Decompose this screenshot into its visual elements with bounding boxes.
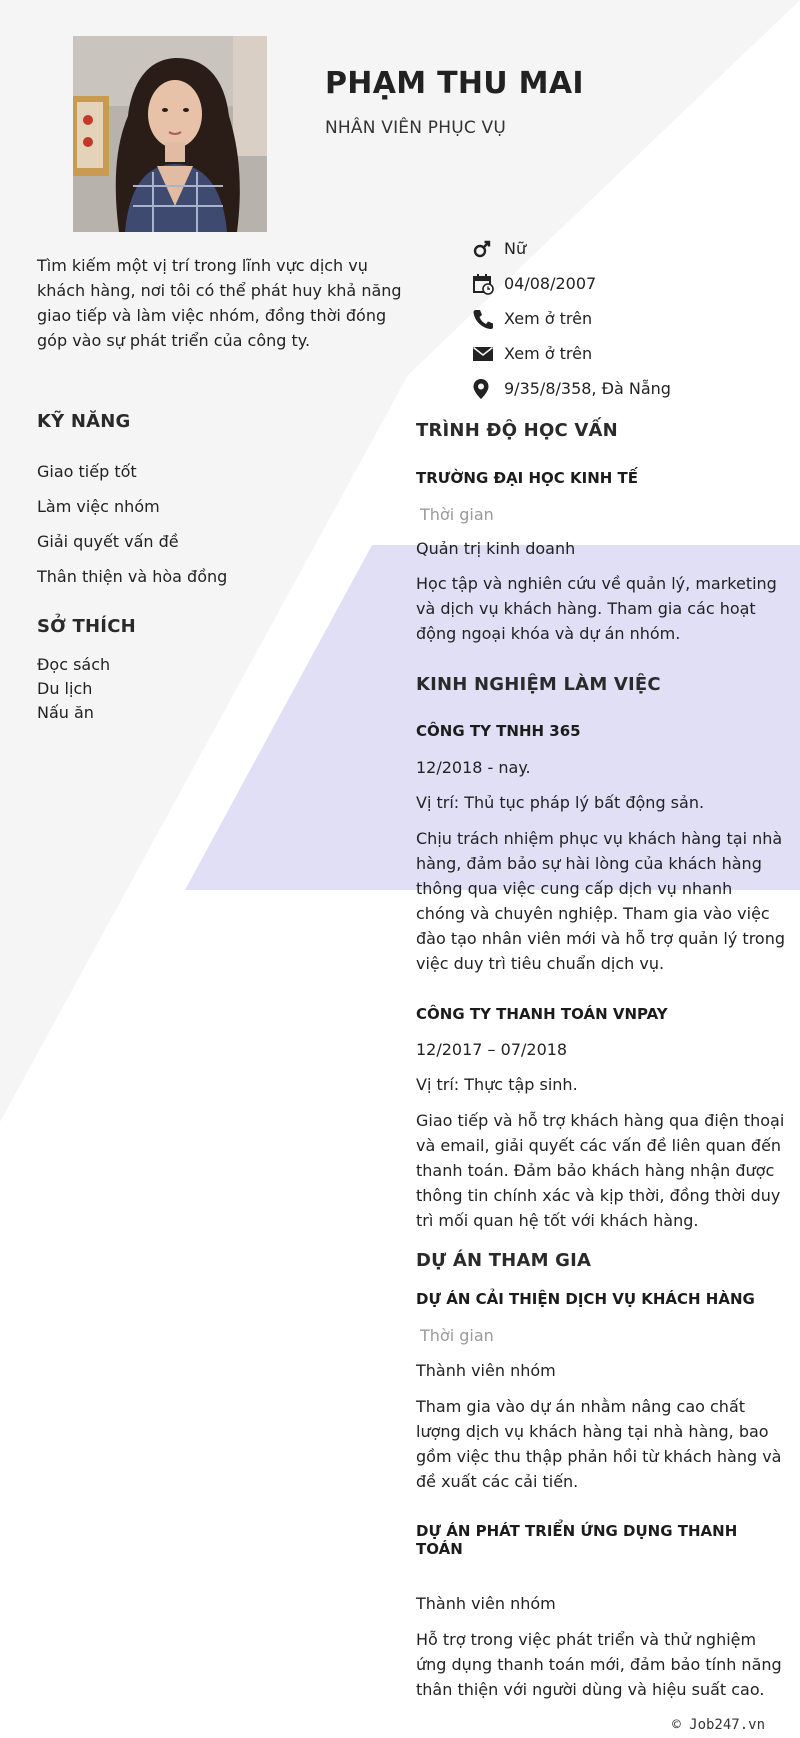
- calendar-icon: [472, 273, 496, 295]
- info-phone: [472, 301, 792, 336]
- job-company: CÔNG TY TNHH 365: [416, 722, 581, 740]
- email-value: Xem ở trên: [504, 344, 593, 363]
- career-objective: Tìm kiếm một vị trí trong lĩnh vực dịch vụ khách hàng, nơi tôi có thể phát huy khả năng giao tiếp và làm việc nhóm, đồng thời đóng góp vào sự phát triển của công ty.: [37, 256, 402, 350]
- skill-item: Giao tiếp tốt: [37, 462, 137, 481]
- school-name: TRƯỜNG ĐẠI HỌC KINH TẾ: [416, 469, 639, 487]
- job-role: Vị trí: Thủ tục pháp lý bất động sản.: [416, 793, 705, 812]
- info-address: [472, 371, 792, 406]
- hobby-item: Nấu ăn: [37, 703, 94, 722]
- info-email: [472, 336, 792, 371]
- location-pin-icon: [472, 378, 496, 400]
- hobbies-heading: SỞ THÍCH: [37, 616, 136, 637]
- project-name: DỰ ÁN CẢI THIỆN DỊCH VỤ KHÁCH HÀNG: [416, 1290, 755, 1308]
- skills-heading: KỸ NĂNG: [37, 411, 131, 432]
- education-time: Thời gian: [420, 505, 494, 524]
- job-period: 12/2018 - nay.: [416, 758, 531, 777]
- profile-photo: [73, 36, 267, 232]
- info-gender: [472, 231, 792, 266]
- mail-icon: [472, 343, 496, 365]
- experience-heading: KINH NGHIỆM LÀM VIỆC: [416, 674, 661, 695]
- skill-item: Thân thiện và hòa đồng: [37, 567, 228, 586]
- footer-copyright: © Job247.vn: [672, 1717, 765, 1733]
- candidate-name: PHẠM THU MAI: [325, 66, 584, 101]
- hobby-item: Du lịch: [37, 679, 93, 698]
- project-time: Thời gian: [420, 1326, 494, 1345]
- skills-section: [37, 410, 357, 594]
- phone-icon: [472, 308, 496, 330]
- job-description: Giao tiếp và hỗ trợ khách hàng qua điện thoại và email, giải quyết các vấn đề liên quan đến thanh toán. Đảm bảo khách hàng nhận được thông tin chính xác và kịp thời, đồng thời duy trì mối quan hệ tốt với khách hàng.: [416, 1111, 785, 1230]
- education-description: Học tập và nghiên cứu về quản lý, marketing và dịch vụ khách hàng. Tham gia các hoạt động ngoại khóa và dự án nhóm.: [416, 574, 777, 643]
- skill-item: Làm việc nhóm: [37, 497, 160, 516]
- project-role: Thành viên nhóm: [416, 1361, 556, 1380]
- job-period: 12/2017 – 07/2018: [416, 1040, 568, 1059]
- info-birthdate: [472, 266, 792, 301]
- job-role: Vị trí: Thực tập sinh.: [416, 1075, 578, 1094]
- job-description: Chịu trách nhiệm phục vụ khách hàng tại nhà hàng, đảm bảo sự hài lòng của khách hàng thông qua việc cung cấp dịch vụ nhanh chóng và chuyên nghiệp. Tham gia vào việc đào tạo nhân viên mới và hỗ trợ quản lý trong việc duy trì tiêu chuẩn dịch vụ.: [416, 829, 786, 973]
- project-description: Tham gia vào dự án nhằm nâng cao chất lượng dịch vụ khách hàng tại nhà hàng, bao gồm việc thu thập phản hồi từ khách hàng và đề xuất các cải tiến.: [416, 1397, 782, 1491]
- address-value: 9/35/8/358, Đà Nẵng: [504, 379, 671, 398]
- education-heading: TRÌNH ĐỘ HỌC VẤN: [416, 420, 618, 441]
- gender-icon: [472, 238, 496, 260]
- education-major: Quản trị kinh doanh: [416, 539, 576, 558]
- personal-info-list: [472, 231, 792, 406]
- gender-value: Nữ: [504, 239, 527, 258]
- project-name: DỰ ÁN PHÁT TRIỂN ỨNG DỤNG THANH TOÁN: [416, 1522, 738, 1558]
- projects-heading: DỰ ÁN THAM GIA: [416, 1250, 592, 1271]
- project-description: Hỗ trợ trong việc phát triển và thử nghiệm ứng dụng thanh toán mới, đảm bảo tính năng thân thiện với người dùng và hiệu suất cao.: [416, 1630, 782, 1699]
- hobbies-section: [37, 615, 357, 725]
- job-company: CÔNG TY THANH TOÁN VNPAY: [416, 1005, 668, 1023]
- project-role: Thành viên nhóm: [416, 1594, 556, 1613]
- skill-item: Giải quyết vấn đề: [37, 532, 179, 551]
- phone-value: Xem ở trên: [504, 309, 593, 328]
- hobby-item: Đọc sách: [37, 655, 111, 674]
- job-title: NHÂN VIÊN PHỤC VỤ: [325, 118, 506, 138]
- birthdate-value: 04/08/2007: [504, 274, 597, 293]
